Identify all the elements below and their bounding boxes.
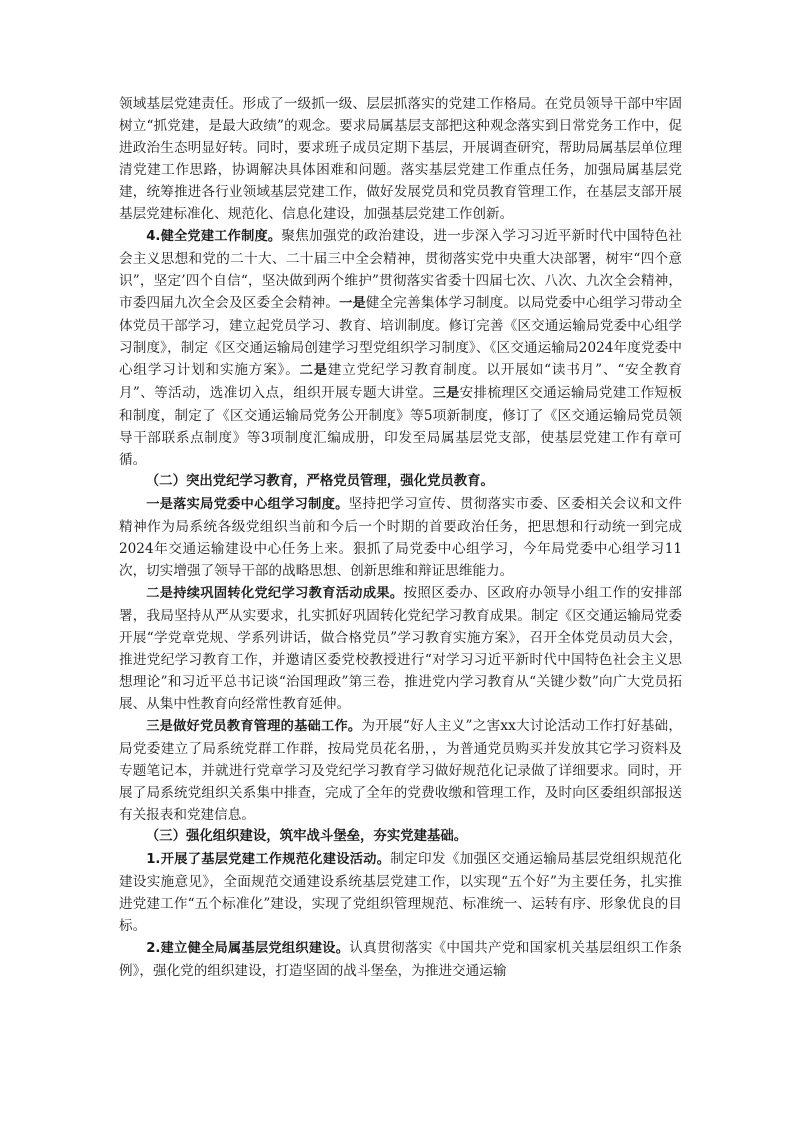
paragraph-text: 安排梳理区交通运输局党建工作短板和制度，制定了《区交通运输局党务公开制度》等5项新制度，修订了《区交通运输局党员领导干部联系点制度》等3项制度汇编成册，印发至局属基层党支部，使基层党建工作有章可循。	[119, 385, 683, 468]
paragraph-s3-2	[119, 937, 682, 982]
section-2-heading: （二）突出党纪学习教育，严格党员管理，强化党员教育。	[145, 474, 494, 489]
paragraph-s2-2	[119, 582, 682, 715]
paragraph-text: 制定印发《加强区交通运输局基层党组织规范化建设实施意见》，全面规范交通建设系统基层党建工作，以实现“五个好”为主要任务，扎实推进党建工作“五个标准化”建设，实现了党组织管理规范、标准统一、运转有序、形象优良的目标。	[119, 851, 683, 934]
paragraph-text: 为开展“好人主义”之害xx大讨论活动工作打好基础，局党委建立了局系统党群工作群，按局党员花名册，，为普通党员购买并发放其它学习资料及专题笔记本，并就进行党章学习及党纪学习教育学习做好规范化记录做了详细要求。同时，开展了局系统党组织关系集中排查，完成了全年的党费收缴和管理工作，及时向区委组织部报送有关报表和党建信息。	[119, 718, 683, 823]
paragraph-4-system	[119, 225, 682, 471]
paragraph-text: 按照区委办、区政府办领导小组工作的安排部署，我局坚持从严从实要求，扎实抓好巩固转化党纪学习教育成果。制定《区交通运输局党委开展“学党章党规、学系列讲话，做合格党员”学习教育实施方案》，召开全体党员动员大会，推进党纪学习教育工作，并邀请区委党校教授进行“对学习习近平新时代中国特色社会主义思想理论”和习近平总书记谈“治国理政”第三卷，推进党内学习教育从“关键少数”向广大党员拓展、从集中性教育向经常性教育延伸。	[119, 585, 682, 712]
inline-bold-three: 三是	[432, 386, 460, 401]
paragraph-intro: 领域基层党建责任。形成了一级抓一级、层层抓落实的党建工作格局。在党员领导干部中牢固树立“抓党建，是最大政绩”的观念。要求局属基层支部把这种观念落实到日常党务工作中，促进政治生态明显好转。同时，要求班子成员定期下基层，开展调查研究，帮助局属基层单位理清党建工作思路，协调解决具体困难和问题。落实基层党建工作重点任务，加强局属基层党建，统筹推进各行业领域基层党建工作，做好发展党员和党员教育管理工作，在基层支部开展基层党建标准化、规范化、信息化建设，加强基层党建工作创新。	[119, 96, 682, 222]
paragraph-lead: 二是持续巩固转化党纪学习教育活动成果。	[146, 586, 404, 601]
paragraph-lead: 一是落实局党委中心组学习制度。	[146, 497, 349, 512]
paragraph-text: 认真贯彻落实《中国共产党和国家机关基层组织工作条例》，强化党的组织建设，打造坚固的战斗堡垒，为推进交通运输	[119, 940, 683, 979]
inline-bold-one: 一是	[339, 296, 366, 311]
section-3-heading: （三）强化组织建设，筑牢战斗堡垒，夯实党建基础。	[145, 829, 468, 844]
paragraph-s3-1	[119, 848, 682, 937]
paragraph-lead: 4.健全党建工作制度。	[146, 229, 282, 244]
paragraph-text: 坚持把学习宣传、贯彻落实市委、区委相关会议和文件精神作为局系统各级党组织当前和今后一个时期的首要政治任务，把思想和行动统一到完成2024年交通运输建设中心任务上来。狠抓了局党委中心组学习，今年局党委中心组学习11次，切实增强了领导干部的战略思想、创新思维和辩证思维能力。	[119, 496, 683, 579]
paragraph-lead: 1.开展了基层党建工作规范化建设活动。	[146, 852, 391, 867]
paragraph-text: 健全完善集体学习制度。以局党委中心组学习带动全体党员干部学习，建立起党员学习、教育、培训制度。修订完善《区交通运输局党委中心组学习制度》，制定《区交通运输局创建学习型党组织学习制度》、《区交通运输局2024年度党委中心组学习计划和实施方案》。	[119, 295, 683, 378]
paragraph-text: 聚焦加强党的政治建设，进一步深入学习习近平新时代中国特色社会主义思想和党的二十大、二十届三中全会精神，贯彻落实党中央重大决部署，树牢“四个意识”，坚定’四个自信“，坚决做到两个维护”贯彻落实省委十四届七次、八次、九次全会精神，市委四届九次全会及区委全会精神。	[119, 228, 683, 311]
paragraph-s2-1	[119, 493, 682, 582]
inline-bold-two: 二是	[299, 363, 328, 378]
paragraph-text: 建立党纪学习教育制度。以开展如“读书月”、“安全教育月”、等活动，选准切入点，组织开展专题大讲堂。	[119, 362, 683, 401]
paragraph-lead: 三是做好党员教育管理的基础工作。	[146, 719, 362, 734]
paragraph-s2-3	[119, 715, 682, 826]
document-page	[119, 93, 682, 982]
paragraph-lead: 2.建立健全局属基层党组织建设。	[146, 941, 350, 956]
